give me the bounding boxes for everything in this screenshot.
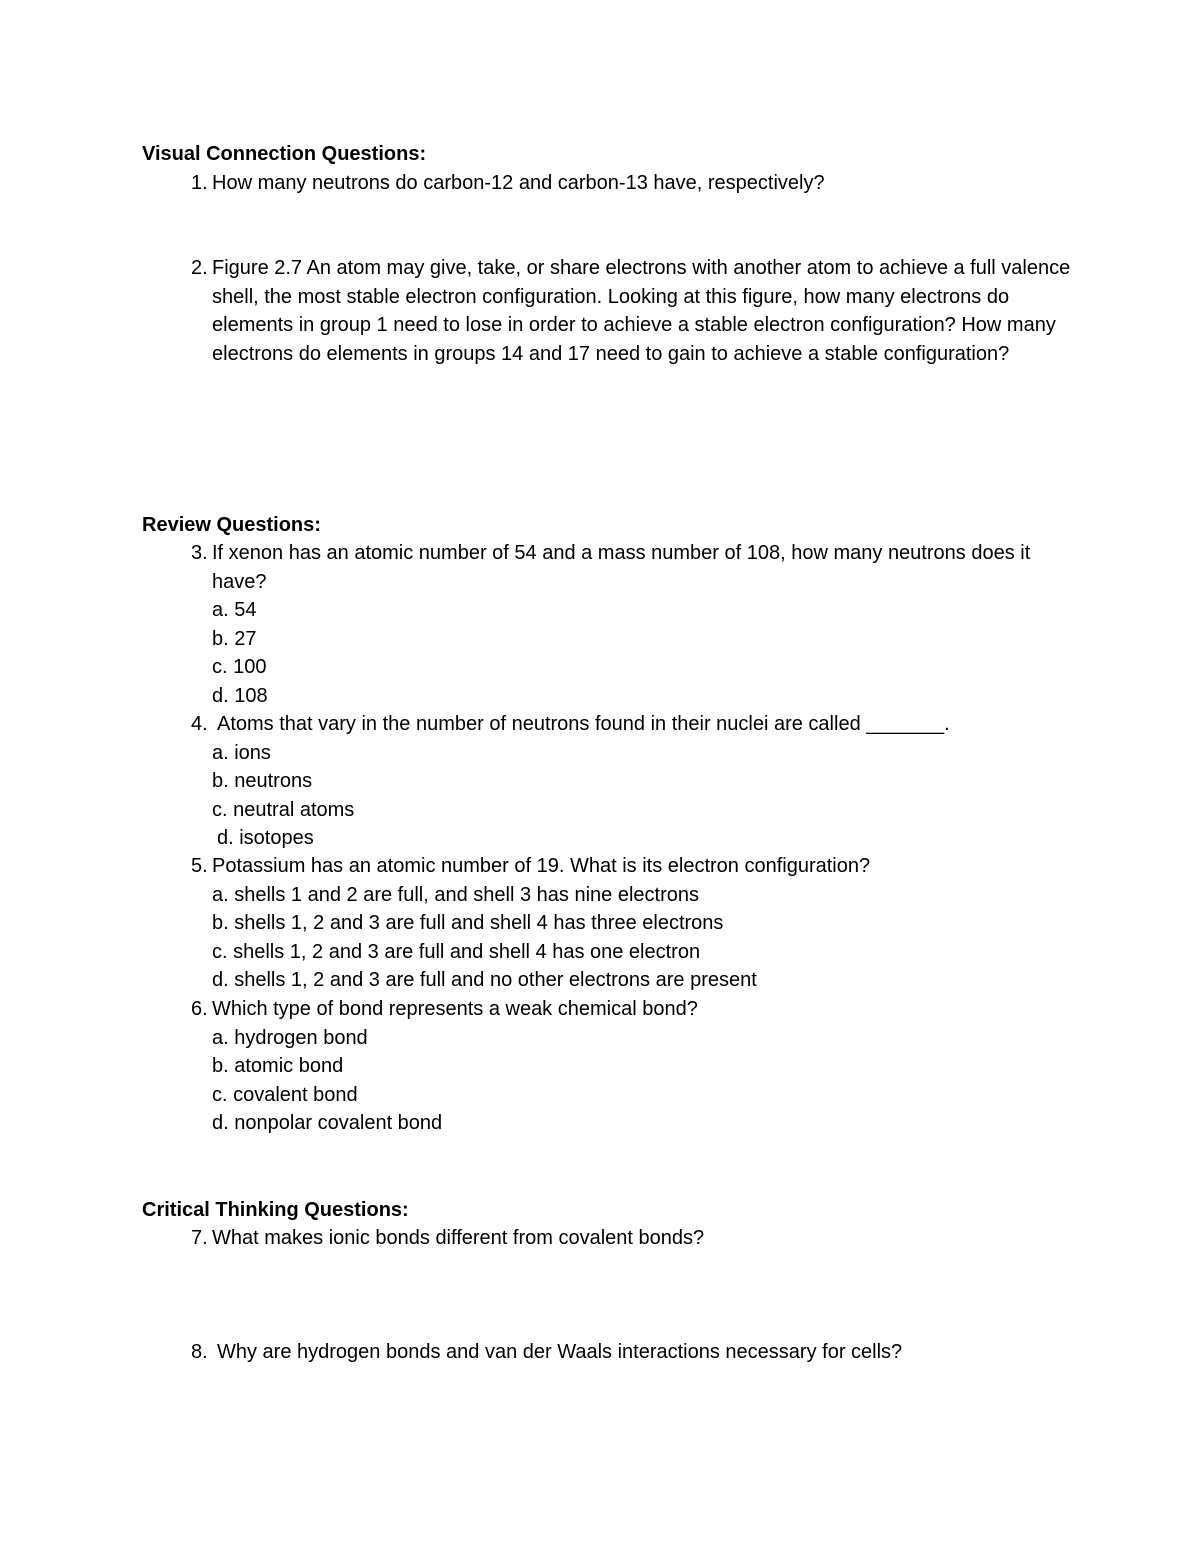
answer-option: d. isotopes xyxy=(217,827,314,849)
answer-option: d. 108 xyxy=(212,684,268,707)
question-text: Figure 2.7 An atom may give, take, or share electrons with another atom to achieve a full valence shell, the most stable electron configuration. Looking at this figure, how many electrons do elements in group 1 need to lose in order to achieve a stable electron configuration? How many electrons do elements in groups 14 and 17 need to gain to achieve a stable configuration? xyxy=(212,257,1071,365)
answer-option: b. atomic bond xyxy=(212,1055,344,1077)
question-1 xyxy=(142,169,1072,198)
question-text: Potassium has an atomic number of 19. What is its electron configuration? xyxy=(212,855,871,877)
question-4 xyxy=(142,710,1072,853)
question-text: Why are hydrogen bonds and van der Waals interactions necessary for cells? xyxy=(217,1341,903,1363)
question-text: Which type of bond represents a weak chemical bond? xyxy=(212,998,698,1020)
answer-option: c. shells 1, 2 and 3 are full and shell 4 has one electron xyxy=(212,940,701,963)
answer-option: d. nonpolar covalent bond xyxy=(212,1112,443,1134)
question-5 xyxy=(142,852,1072,995)
question-8 xyxy=(142,1338,1072,1367)
answer-option: a. hydrogen bond xyxy=(212,1026,368,1049)
answer-option: a. ions xyxy=(212,741,271,764)
answer-option: c. 100 xyxy=(212,656,267,678)
question-text: What makes ionic bonds different from covalent bonds? xyxy=(212,1227,705,1249)
question-number: 5. xyxy=(191,855,208,877)
question-number: 1. xyxy=(191,172,208,194)
answer-option: b. neutrons xyxy=(212,770,313,792)
question-number: 4. xyxy=(191,713,208,735)
answer-option: d. shells 1, 2 and 3 are full and no other electrons are present xyxy=(212,969,757,991)
question-number: 2. xyxy=(191,257,208,279)
answer-option: c. covalent bond xyxy=(212,1083,358,1106)
question-3 xyxy=(142,539,1072,710)
answer-option: b. 27 xyxy=(212,627,257,650)
answer-option: c. neutral atoms xyxy=(212,798,355,821)
question-2 xyxy=(142,254,1072,368)
section-heading-critical-thinking: Critical Thinking Questions: xyxy=(142,1199,409,1221)
answer-option: b. shells 1, 2 and 3 are full and shell 4 has three electrons xyxy=(212,912,724,934)
question-7 xyxy=(142,1224,1072,1253)
answer-option: a. 54 xyxy=(212,599,257,621)
question-number: 3. xyxy=(191,542,208,564)
answer-option: a. shells 1 and 2 are full, and shell 3 has nine electrons xyxy=(212,883,699,906)
question-text: If xenon has an atomic number of 54 and a mass number of 108, how many neutrons does it have? xyxy=(212,542,1031,593)
question-text: Atoms that vary in the number of neutrons found in their nuclei are called _______. xyxy=(217,713,950,735)
section-heading-review: Review Questions: xyxy=(142,514,321,536)
question-number: 8. xyxy=(191,1341,208,1363)
question-6 xyxy=(142,995,1072,1138)
question-text: How many neutrons do carbon-12 and carbon-13 have, respectively? xyxy=(212,172,825,194)
question-number: 6. xyxy=(191,998,208,1020)
question-number: 7. xyxy=(191,1227,208,1249)
section-heading-visual-connection: Visual Connection Questions: xyxy=(142,143,427,165)
